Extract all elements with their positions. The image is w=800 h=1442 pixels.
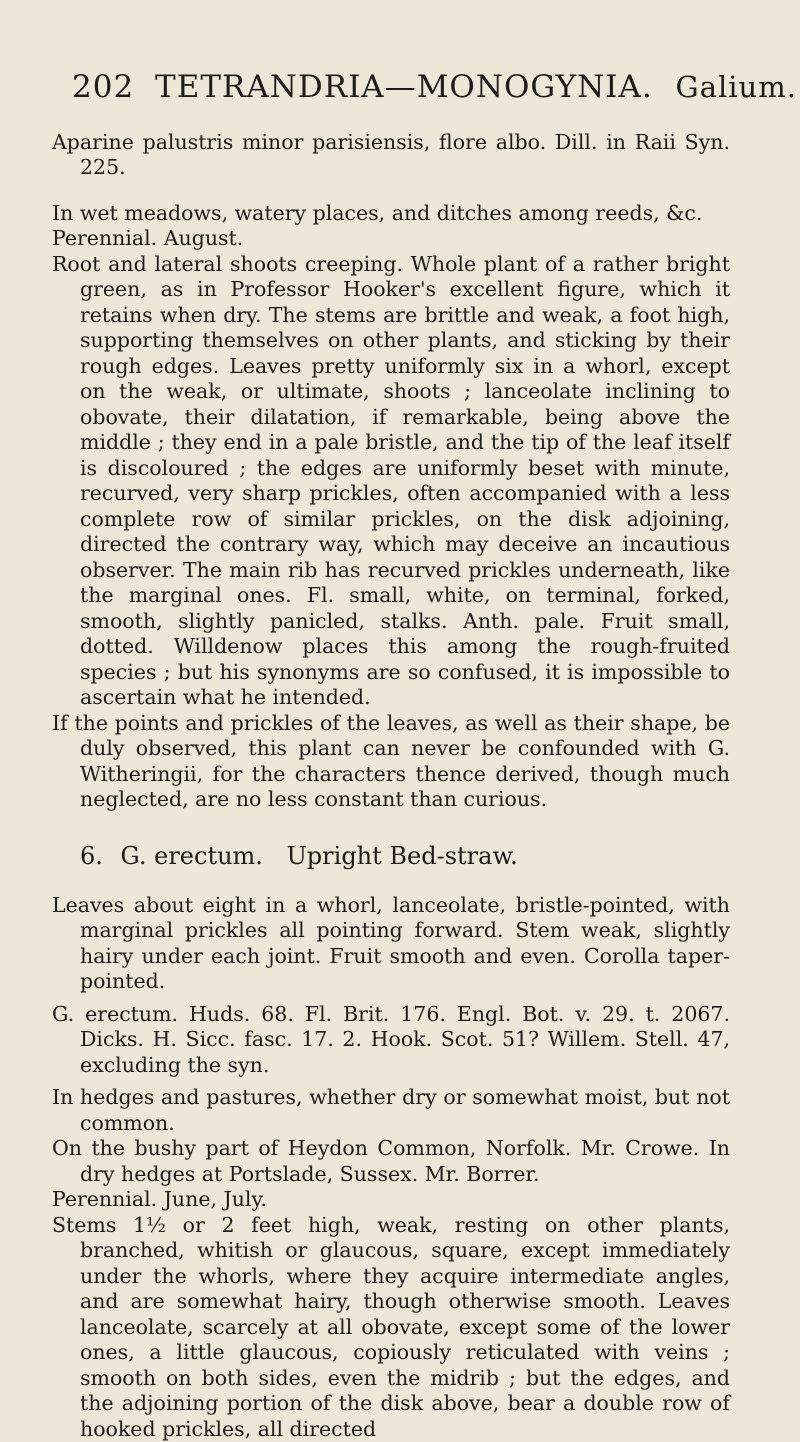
genus-title: Galium. [675,70,797,104]
species-common-name: Upright Bed-straw. [286,841,518,870]
habitat-paragraph-2: In hedges and pastures, whether dry or somewhat moist, but not common. [52,1085,730,1135]
locality-paragraph: On the bushy part of Heydon Common, Norfolk. Mr. Crowe. In dry hedges at Portslade, Sussex. Mr. Borrer. [52,1136,730,1186]
class-title: TETRANDRIA—MONOGYNIA. [155,69,653,105]
species-binomial: G. erectum. [120,841,263,870]
note-paragraph: If the points and prickles of the leaves, as well as their shape, be duly observed, this plant can never be confounded with G. Witheringii, for the characters thence derived, though much neglected, are no less constant than curious. [52,710,730,812]
species-heading [80,841,730,871]
species-number: 6. [80,841,103,870]
habitat-paragraph: In wet meadows, watery places, and ditches among reeds, &c. [52,200,703,225]
description-paragraph: Root and lateral shoots creeping. Whole plant of a rather bright green, as in Professor Hooker's excellent figure, which it retains when dry. The stems are brittle and weak, a foot high, supporting themselves on other plants, and sticking by their rough edges. Leaves pretty uniformly six in a whorl, except on the weak, or ultimate, shoots ; lanceolate inclining to obovate, their dilatation, if remarkable, being above the middle ; they end in a pale bristle, and the tip of the leaf itself is discoloured ; the edges are uniformly beset with minute, recurved, very sharp prickles, often accompanied with a less complete row of similar prickles, on the disk adjoining, directed the contrary way, which may deceive an incautious observer. The main rib has recurved prickles underneath, like the marginal ones. Fl. small, white, on terminal, forked, smooth, slightly panicled, stalks. Anth. pale. Fruit small, dotted. Willdenow places this among the rough-fruited species ; but his synonyms are so confused, it is impossible to ascertain what he intended. [52,251,730,710]
description-paragraph-2: Stems 1½ or 2 feet high, weak, resting on other plants, branched, whitish or glaucous, square, except immediately under the whorls, where they acquire intermediate angles, and are somewhat hairy, though otherwise smooth. Leaves lanceolate, scarcely at all obovate, except some of the lower ones, a little glaucous, copiously reticulated with veins ; smooth on both sides, even the midrib ; but the edges, and the adjoining portion of the disk above, bear a double row of hooked prickles, all directed [52,1212,730,1441]
diagnosis-paragraph: Leaves about eight in a whorl, lanceolate, bristle-pointed, with marginal prickles all pointing forward. Stem weak, slightly hairy under each joint. Fruit smooth and even. Corolla taper-pointed. [52,892,730,994]
duration-paragraph-2: Perennial. June, July. [52,1187,267,1212]
references-paragraph: G. erectum. Huds. 68. Fl. Brit. 176. Engl. Bot. v. 29. t. 2067. Dicks. H. Sicc. fasc. 17. 2. Hook. Scot. 51? Willem. Stell. 47, excluding the syn. [52,1001,730,1077]
page-number: 202 [72,69,135,105]
running-head [72,69,797,106]
synonym-paragraph: Aparine palustris minor parisiensis, flore albo. Dill. in Raii Syn. 225. [52,129,730,180]
duration-paragraph: Perennial. August. [52,226,244,251]
